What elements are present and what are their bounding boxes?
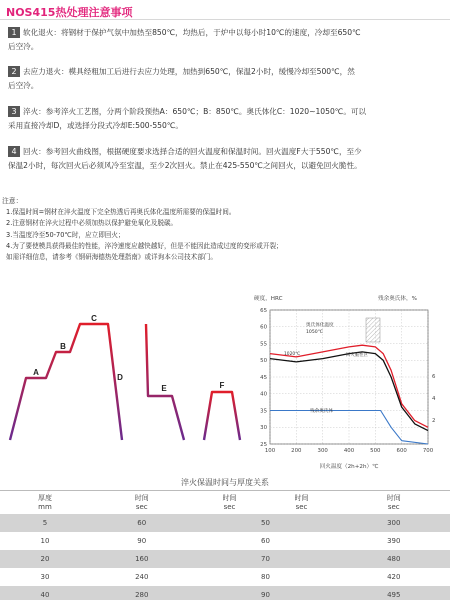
- table-row: [0, 586, 450, 600]
- y-tick-label: 50: [260, 358, 267, 365]
- holding-time-table: [0, 492, 450, 600]
- x-tick-label: 500: [370, 448, 381, 454]
- step-quenching: [8, 105, 442, 133]
- chart-x-label: 回火温度（2h+2h）℃: [319, 464, 379, 470]
- tempering-curve-e: [146, 324, 184, 440]
- x-tick-label: 200: [291, 448, 302, 454]
- chart-y-left-label: 硬度，HRC: [254, 296, 283, 302]
- table-row: [0, 568, 450, 586]
- table-cell: 495: [338, 586, 450, 600]
- step-text-line: 回火：参考回火曲线图，根据硬度要求选择合适的回火温度和保温时间。回火温度F大于550℃，至少: [23, 147, 362, 156]
- x-tick-label: 600: [396, 448, 407, 454]
- table-header-row: [0, 492, 450, 514]
- tempering-curve-f: [204, 392, 240, 440]
- table-cell: 80: [194, 568, 338, 586]
- x-tick-label: 400: [343, 448, 355, 454]
- annotation-1020: 1020℃: [284, 352, 301, 357]
- stage-label-b: B: [60, 342, 66, 351]
- annotation-1050: 1050℃: [306, 330, 323, 335]
- annotation-retained-austenite: 残余奥氏体: [310, 409, 333, 414]
- step-number-badge: 4: [8, 146, 20, 157]
- table-cell: 90: [90, 532, 194, 550]
- table-row: [0, 550, 450, 568]
- note-item: 如需详细信息，请参考《钢研海德热处理指南》或详询本公司技术部门。: [6, 253, 217, 262]
- step-number-badge: 2: [8, 66, 20, 77]
- right-tick-label: 6: [432, 374, 436, 380]
- column-header: 时间 sec: [266, 492, 338, 514]
- table-cell: 90: [194, 586, 338, 600]
- step-number-badge: 3: [8, 106, 20, 117]
- table-row: [0, 532, 450, 550]
- column-header: 时间 sec: [338, 492, 450, 514]
- table-row: [0, 514, 450, 532]
- step-text-line: 后空冷。: [8, 81, 39, 90]
- right-tick-label: 4: [432, 396, 436, 402]
- notes-heading: 注意：: [2, 197, 23, 205]
- note-item: 1.保温时间=钢材在淬火温度下完全热透后再奥氏体化温度所需要的保温时间。: [6, 208, 236, 217]
- x-tick-label: 700: [422, 448, 434, 454]
- table-cell: 5: [0, 514, 90, 532]
- table-cell: 70: [194, 550, 338, 568]
- tempering-chart: [246, 292, 446, 470]
- table-title: 淬火保温时间与厚度关系: [181, 478, 269, 487]
- y-tick-label: 35: [260, 408, 267, 415]
- step-number-badge: 1: [8, 27, 20, 38]
- table-cell: 300: [338, 514, 450, 532]
- table-cell: 60: [194, 532, 338, 550]
- y-tick-label: 45: [260, 374, 267, 381]
- table-cell: 280: [90, 586, 194, 600]
- temper-brittle-zone: [366, 318, 380, 342]
- annotation-brittle: 回火脆性区: [346, 353, 368, 358]
- y-tick-label: 40: [260, 391, 267, 398]
- table-cell: 60: [90, 514, 194, 532]
- stage-label-d: D: [117, 373, 123, 382]
- table-cell: 390: [338, 532, 450, 550]
- table-cell: 240: [90, 568, 194, 586]
- title-divider: [0, 19, 450, 20]
- y-tick-label: 30: [260, 425, 267, 432]
- table-cell: 30: [0, 568, 90, 586]
- table-cell: 160: [90, 550, 194, 568]
- notes-section: [2, 196, 442, 263]
- stage-label-e: E: [161, 384, 167, 393]
- step-soft-annealing: [8, 26, 442, 54]
- step-tempering: [8, 145, 442, 173]
- y-tick-label: 65: [260, 307, 267, 314]
- page-title: NOS415热处理注意事项: [6, 6, 133, 19]
- step-text-line: 采用直接冷却D，或选择分段式冷却E:500-550℃。: [8, 121, 183, 130]
- step-text-line: 软化退火：将钢材于保护气氛中加热至850℃，均热后，于炉中以每小时10℃的速度，冷却至650℃: [23, 28, 361, 37]
- table-divider: [0, 490, 450, 491]
- step-text-line: 保温2小时，每次回火后必须风冷至室温，至少2次回火。禁止在425-550℃之间回火，以避免回火脆性。: [8, 161, 362, 170]
- table-cell: 10: [0, 532, 90, 550]
- note-item: 4.为了要使模具获得最佳的性能，淬冷速度应越快越好，但是不能因此造成过度的变形或开裂；: [6, 241, 283, 250]
- step-stress-relief: [8, 65, 442, 93]
- note-item: 3.当温度冷至50-70℃时，应立即回火；: [6, 230, 125, 239]
- column-header: 时间 sec: [194, 492, 266, 514]
- x-tick-label: 100: [264, 448, 276, 454]
- x-tick-label: 300: [317, 448, 328, 454]
- process-diagram: [0, 300, 246, 450]
- table-cell: 20: [0, 550, 90, 568]
- table-cell: 480: [338, 550, 450, 568]
- column-header: 厚度 mm: [0, 492, 90, 514]
- annotation-austenitize: 奥氏体化温度: [306, 323, 334, 328]
- right-tick-label: 2: [432, 418, 436, 424]
- stage-label-c: C: [91, 314, 97, 323]
- stage-label-a: A: [33, 368, 39, 377]
- table-cell: 40: [0, 586, 90, 600]
- note-item: 2.注意钢材在淬火过程中必须加热以保护避免氧化及脱碳。: [6, 219, 178, 228]
- y-tick-label: 60: [260, 324, 267, 331]
- chart-y-right-label: 残余奥氏体，%: [378, 296, 417, 302]
- quench-curve: [10, 324, 122, 440]
- step-text-line: 去应力退火：模具经粗加工后进行去应力处理，加热到650℃，保温2小时，缓慢冷却至500℃，然: [23, 67, 355, 76]
- column-header: 时间 sec: [90, 492, 194, 514]
- stage-label-f: F: [219, 381, 225, 390]
- y-tick-label: 55: [260, 341, 267, 348]
- step-text-line: 后空冷。: [8, 42, 39, 51]
- step-text-line: 淬火：参考淬火工艺图，分两个阶段预热A：650℃；B：850℃。奥氏体化C：1020~1050℃。可以: [23, 107, 367, 116]
- table-cell: 420: [338, 568, 450, 586]
- y-tick-label: 25: [260, 441, 267, 448]
- table-cell: 50: [194, 514, 338, 532]
